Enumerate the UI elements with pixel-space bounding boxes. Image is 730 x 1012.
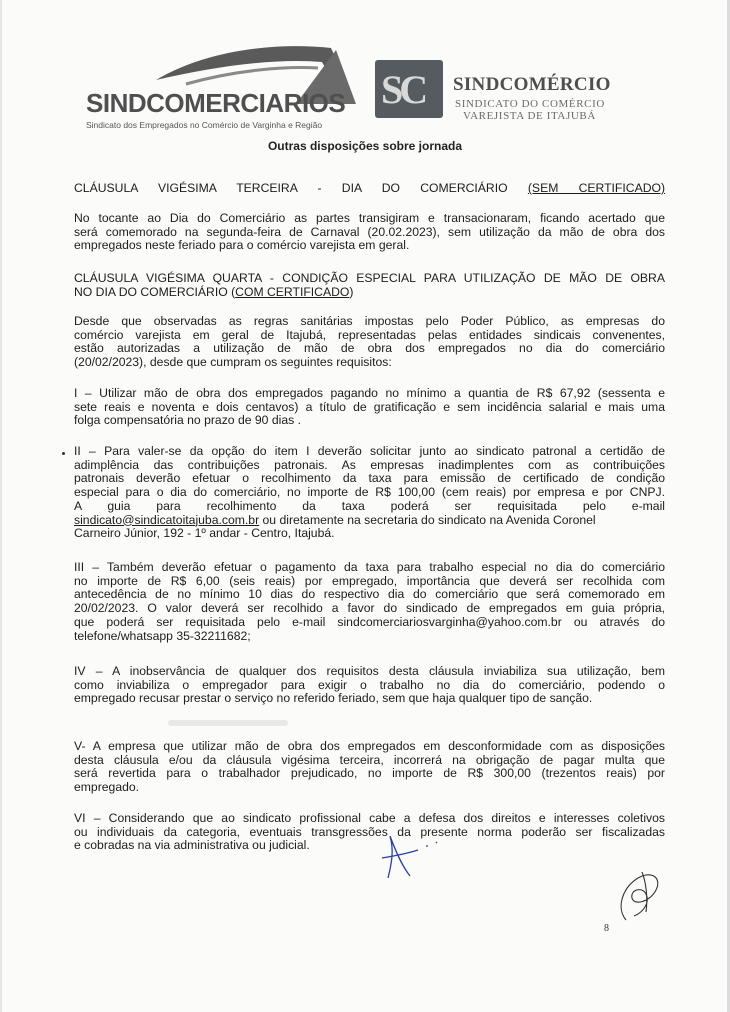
clause-24-heading-line1: CLÁUSULA VIGÉSIMA QUARTA - CONDIÇÃO ESPECIAL PARA UTILIZAÇÃO DE MÃO DE OBRA <box>74 271 665 285</box>
section-subtitle: Outras disposições sobre jornada <box>267 139 463 153</box>
item-5 <box>74 740 665 795</box>
item-4-line: empregado recusar prestar o serviço no referido feriado, sem que haja qualquer tipo de sanção. <box>74 691 593 706</box>
sindcomercio-logo <box>375 56 635 126</box>
item-6 <box>74 812 665 853</box>
item-2-line: II – Para valer-se da opção do item I deverão solicitar junto ao sindicato patronal a certidão de <box>74 444 665 458</box>
item-3-line: antecedência de no mínimo 10 dias do respectivo dia do comerciário que será comemorado em <box>74 587 665 602</box>
clause-23-tag: (SEM CERTIFICADO) <box>527 181 666 195</box>
item-5-line: será revertida para o trabalhador prejudicado, no importe de R$ 300,00 (trezentos reais) por <box>74 766 665 781</box>
item-5-line: empregado. <box>74 780 140 795</box>
item-5-line: desta cláusula e/ou da cláusula vigésima terceira, incorrerá na obrigação de pagar multa que <box>74 752 665 767</box>
clause-24-intro <box>74 315 665 370</box>
left-logo-name: SINDCOMERCIARIOS <box>86 88 346 118</box>
item-1-line: folga compensatória no prazo de 90 dias . <box>74 413 301 428</box>
clause-23-w2: TERCEIRA <box>236 181 298 195</box>
item-2-line: Carneiro Júnior, 192 - 1º andar - Centro, Itajubá. <box>74 526 335 541</box>
clause-23-line: será comemorado na segunda-feira de Carnaval (20.02.2023), sem utilização da mão de obra dos <box>74 224 665 239</box>
item-1-line: I – Utilizar mão de obra dos empregados pagando no mínimo a quantia de R$ 67,92 (sessenta e <box>74 386 665 400</box>
scan-smudge <box>168 720 288 726</box>
clause-23-w5: DO <box>381 181 400 195</box>
item-6-line: ou individuais da categoria, eventuais transgressões da presente norma poderão ser fiscalizadas <box>74 824 665 839</box>
item-6-line: VI – Considerando que ao sindicato profissional cabe a defesa dos direitos e interesses coletivos <box>74 811 665 825</box>
clause-23-line: No tocante ao Dia do Comerciário as partes transigiram e transacionaram, ficando acertado que <box>74 211 665 225</box>
intro-line: estão autorizadas a utilização de mão de obra dos empregados no dia do comerciário <box>74 341 665 356</box>
item-3-line: 20/02/2023. O valor deverá ser recolhido a favor do sindicado de empregados em guia própria, <box>74 601 665 616</box>
item-1 <box>74 387 665 428</box>
item-2-after-email: ou diretamente na secretaria do sindicato na Avenida Coronel <box>259 512 596 527</box>
scan-speck <box>62 452 65 455</box>
sc-badge-letters: SC <box>381 67 425 112</box>
signature-initials-black <box>612 868 668 924</box>
clause-23-w0: CLÁUSULA <box>74 181 138 195</box>
page-number: 8 <box>604 923 609 934</box>
item-6-line: e cobradas na via administrativa ou judicial. <box>74 838 310 853</box>
item-2-line: patronais deverão efetuar o recolhimento da taxa para emissão de certificado de condição <box>74 471 665 486</box>
intro-line: (20/02/2023), desde que cumpram os seguintes requisitos: <box>74 355 392 370</box>
right-logo-subtitle-2: VAREJISTA DE ITAJUBÁ <box>463 110 596 122</box>
clause-23-line: empregados neste feriado para o comércio varejista em geral. <box>74 238 410 253</box>
item-4 <box>74 665 665 706</box>
item-3-line: III – Também deverão efetuar o pagamento da taxa para trabalho especial no dia do comerciário <box>74 560 665 574</box>
clause-24-heading <box>74 272 665 299</box>
item-5-line: V- A empresa que utilizar mão de obra dos empregados em desconformidade com as disposições <box>74 739 665 753</box>
item-3-line: no importe de R$ 6,00 (seis reais) por empregado, importância que deverá ser recolhida com <box>74 573 665 588</box>
right-logo-subtitle-1: SINDICATO DO COMÉRCIO <box>455 98 605 110</box>
clause-23-w4: DIA <box>341 181 362 195</box>
item-4-line: IV – A inobservância de qualquer dos requisitos desta cláusula inviabiliza sua utilização, bem <box>74 664 665 678</box>
right-logo-name: SINDCOMÉRCIO <box>453 74 611 95</box>
item-2-line: A guia para recolhimento da taxa poderá ser requisitada pelo e-mail <box>74 498 665 513</box>
item-3 <box>74 561 665 643</box>
intro-line: Desde que observadas as regras sanitárias impostas pelo Poder Público, as empresas do <box>74 314 665 328</box>
item-4-line: como inviabiliza o empregador para exigir o trabalho no dia do comerciário, podendo o <box>74 677 665 692</box>
item-3-line: que poderá ser requisitada pelo e-mail sindcomerciariosvarginha@yahoo.com.br ou através do <box>74 614 665 629</box>
clause-23-heading <box>74 182 665 196</box>
item-1-line: sete reais e noventa e dois centavos) a título de gratificação e sem incidência salarial e mais uma <box>74 399 665 414</box>
clause-23-w6: COMERCIÁRIO <box>420 181 508 195</box>
sindicato-email-link[interactable]: sindicato@sindicatoitajuba.com.br <box>74 512 260 527</box>
clause-23-body <box>74 212 665 253</box>
item-3-line: telefone/whatsapp 35-32211682; <box>74 628 251 643</box>
left-logo-tagline: Sindicato dos Empregados no Comércio de Varginha e Região <box>86 120 323 130</box>
clause-24-heading-suffix: ) <box>349 284 354 299</box>
intro-line: comércio varejista em geral de Itajubá, representadas pelas entidades sindicais convenentes, <box>74 327 665 342</box>
clause-23-w1: VIGÉSIMA <box>157 181 217 195</box>
clause-24-tag: COM CERTIFICADO <box>235 284 350 299</box>
sindcomerciarios-logo <box>86 40 356 132</box>
clause-23-w3: - <box>317 181 322 195</box>
signature-initials-blue <box>380 832 450 882</box>
clause-24-heading-prefix: NO DIA DO COMERCIÁRIO ( <box>74 284 236 299</box>
item-2 <box>74 445 665 541</box>
item-2-line: especial para o dia do comerciário, no importe de R$ 100,00 (cem reais) por empresa e por CNPJ. <box>74 485 665 500</box>
item-2-line: adimplência das contribuições patronais. As empresas inadimplentes com as contribuições <box>74 457 665 472</box>
sc-badge-icon <box>375 60 443 118</box>
